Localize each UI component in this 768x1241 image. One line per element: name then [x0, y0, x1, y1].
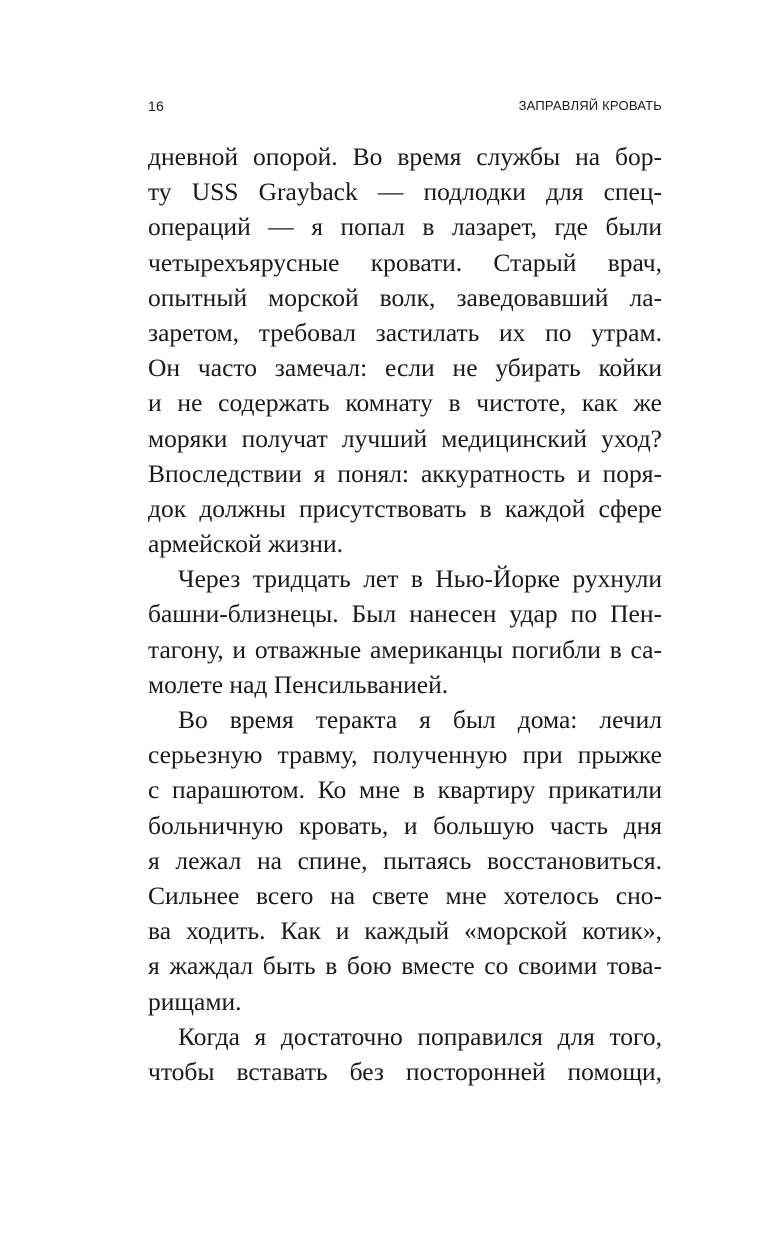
text-line: рищами. [148, 986, 242, 1016]
text-line: армейской жизни. [148, 529, 343, 559]
text-line: ва ходить. Как и каждый «морской котик», [148, 916, 662, 946]
text-line: Через тридцать лет в Нью-Йорке рухнули [178, 564, 662, 594]
text-line: Он часто замечал: если не убирать койки [148, 353, 662, 383]
text-line: чтобы вставать без посторонней помощи, [148, 1056, 662, 1086]
text-line: тагону, и отважные американцы погибли в са- [148, 634, 662, 664]
text-line: Сильнее всего на свете мне хотелось сно- [148, 880, 662, 910]
text-line: моряки получат лучший медицинский уход? [148, 423, 662, 453]
text-line: я жаждал быть в бою вместе со своими това- [148, 951, 662, 981]
page-header [148, 98, 662, 118]
text-line: операций — я попал в лазарет, где были [148, 212, 662, 242]
paragraph [148, 1019, 662, 1089]
text-line: я лежал на спине, пытаясь восстановиться. [148, 845, 662, 875]
paragraph [148, 702, 662, 1019]
text-line: док должны присутствовать в каждой сфере [148, 493, 662, 523]
page-number: 16 [148, 98, 164, 114]
text-line: дневной опорой. Во время службы на бор- [148, 142, 662, 171]
text-line: Во время теракта я был дома: лечил [178, 705, 662, 734]
text-line: больничную кровать, и большую часть дня [148, 810, 662, 840]
text-line: Впоследствии я понял: аккуратность и поря- [148, 458, 662, 488]
text-line: опытный морской волк, заведовавший ла- [148, 282, 662, 312]
text-line: башни-близнецы. Был нанесен удар по Пен- [148, 599, 662, 629]
text-line: молете над Пенсильванией. [148, 669, 449, 699]
body-text [148, 139, 662, 1089]
text-line: с парашютом. Ко мне в квартиру прикатили [148, 775, 662, 805]
text-line: заретом, требовал застилать их по утрам. [148, 317, 662, 347]
running-title: ЗАПРАВЛЯЙ КРОВАТЬ [518, 98, 662, 113]
text-line: серьезную травму, полученную при прыжке [148, 740, 662, 770]
text-line: ту USS Grayback — подлодки для спец- [148, 177, 662, 207]
text-line: четырехъярусные кровати. Старый врач, [148, 247, 662, 277]
paragraph [148, 561, 662, 702]
text-line: и не содержать комнату в чистоте, как же [148, 388, 662, 418]
text-line: Когда я достаточно поправился для того, [178, 1021, 662, 1051]
paragraph [148, 139, 662, 561]
